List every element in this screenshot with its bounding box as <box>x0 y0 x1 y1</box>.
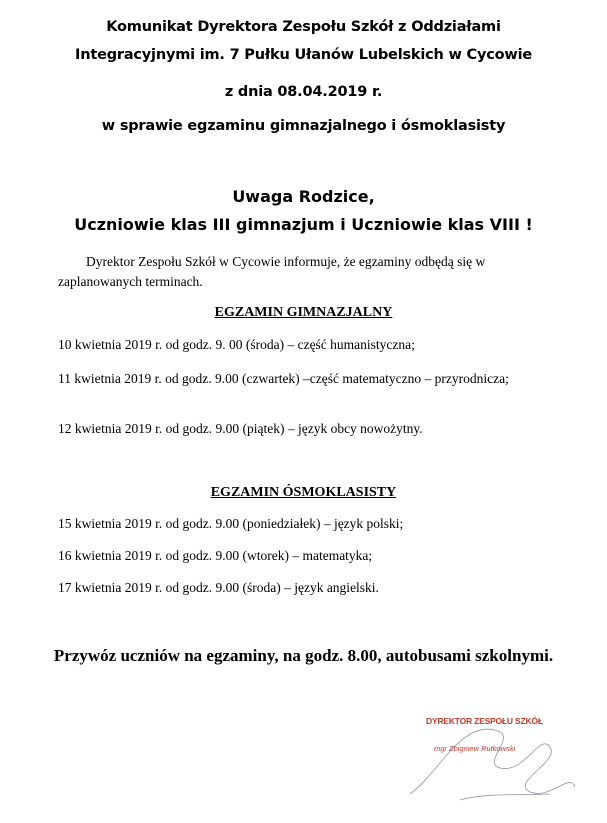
director-stamp-signature <box>400 702 600 812</box>
exam-item: 17 kwietnia 2019 r. od godz. 9.00 (środa) – język angielski. <box>58 580 379 595</box>
attention-line-2: Uczniowie klas III gimnazjum i Uczniowie klas VIII ! <box>74 215 533 234</box>
attention-line-1: Uwaga Rodzice, <box>232 187 375 206</box>
signature-scribble <box>410 729 575 800</box>
exam-item: 11 kwietnia 2019 r. od godz. 9.00 (czwartek) –część matematyczno – przyrodnicza; <box>58 371 509 386</box>
intro-paragraph <box>58 252 558 292</box>
exam-item: 16 kwietnia 2019 r. od godz. 9.00 (wtorek) – matematyka; <box>58 548 373 563</box>
intro-text: Dyrektor Zespołu Szkół w Cycowie informuje, że egzaminy odbędą się w zaplanowanych terminach. <box>58 254 486 289</box>
exam-item: 12 kwietnia 2019 r. od godz. 9.00 (piątek) – język obcy nowożytny. <box>58 421 423 436</box>
header-line-1: Komunikat Dyrektora Zespołu Szkół z Oddziałami <box>106 19 501 35</box>
section-title-gimnazjalny: EGZAMIN GIMNAZJALNY <box>214 305 393 320</box>
svg-text:DYREKTOR ZESPOŁU SZKÓŁ: DYREKTOR ZESPOŁU SZKÓŁ <box>426 716 543 726</box>
section-title-osmoklasisty: EGZAMIN ÓSMOKLASISTY <box>210 485 397 500</box>
header-subject: w sprawie egzaminu gimnazjalnego i ósmoklasisty <box>101 118 506 134</box>
exam-item: 15 kwietnia 2019 r. od godz. 9.00 (poniedziałek) – język polski; <box>58 516 404 531</box>
svg-text:mgr Zbigniew Rutkowski: mgr Zbigniew Rutkowski <box>434 744 516 753</box>
header-date: z dnia 08.04.2019 r. <box>224 84 383 100</box>
closing-note: Przywóz uczniów na egzaminy, na godz. 8.00, autobusami szkolnymi. <box>53 646 554 665</box>
exam-item: 10 kwietnia 2019 r. od godz. 9. 00 (środa) – część humanistyczna; <box>58 337 415 352</box>
stamp-lettering <box>426 715 543 753</box>
header-line-2: Integracyjnymi im. 7 Pułku Ułanów Lubelskich w Cycowie <box>75 47 532 63</box>
